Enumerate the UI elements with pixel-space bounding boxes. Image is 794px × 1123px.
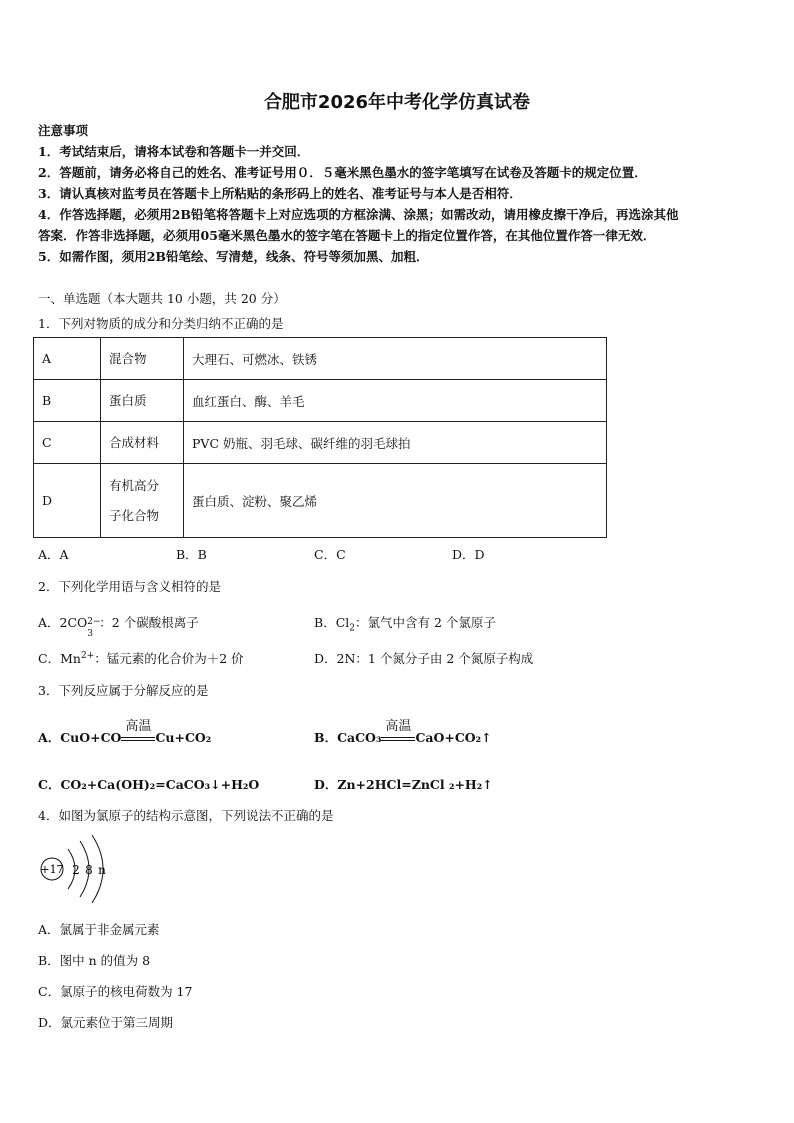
shell-3-electrons: n <box>98 863 106 877</box>
chem-formula: 2N <box>336 651 356 666</box>
category-line: 有机高分 <box>109 477 160 493</box>
row-category: 合成材料 <box>101 422 184 464</box>
question-3-stem: 3．下列反应属于分解反应的是 <box>38 683 209 698</box>
reactants: A．CuO+CO <box>38 730 122 745</box>
row-category: 蛋白质 <box>101 380 184 422</box>
question-1-table <box>33 337 607 538</box>
chem-formula: Mn <box>60 651 81 666</box>
notice-item: 2．答题前，请务必将自己的姓名、准考证号用０．５毫米黑色墨水的签字笔填写在试卷及答题卡的规定位置． <box>38 165 647 180</box>
formula-subscript: 3 <box>87 629 94 639</box>
option-d: D．氯元素位于第三周期 <box>38 1015 174 1030</box>
row-category: 混合物 <box>101 338 184 380</box>
option-d: D．Zn+2HCl=ZnCl ₂+H₂↑ <box>314 777 493 792</box>
charge-superscript: 2− <box>87 617 101 627</box>
option-a <box>38 613 199 639</box>
formula-subscript: 2 <box>349 623 355 634</box>
option-c <box>38 649 244 667</box>
option-label: D． <box>314 651 337 666</box>
row-key: B <box>34 380 101 422</box>
question-4-stem: 4．如图为氯原子的结构示意图，下列说法不正确的是 <box>38 808 334 823</box>
option-label: A． <box>38 615 60 630</box>
products: CaO+CO₂↑ <box>415 730 492 745</box>
chem-formula: 2CO <box>59 615 88 630</box>
option-c: C．氯原子的核电荷数为 17 <box>38 984 193 999</box>
shell-2-electrons: 8 <box>85 863 93 877</box>
reaction-condition: 高温 <box>125 718 152 734</box>
question-2-stem: 2．下列化学用语与含义相符的是 <box>38 579 221 594</box>
option-c: C．CO₂+Ca(OH)₂=CaCO₃↓+H₂O <box>38 777 260 792</box>
row-category <box>101 464 184 538</box>
chem-formula: Cl <box>335 615 350 630</box>
option-b <box>314 718 492 746</box>
row-items: 大理石、可燃冰、铁锈 <box>184 338 607 380</box>
products: Cu+CO₂ <box>155 730 212 745</box>
row-items: 血红蛋白、酶、羊毛 <box>184 380 607 422</box>
notice-heading: 注意事项 <box>38 123 89 138</box>
category-line: 子化合物 <box>109 507 160 523</box>
table-row <box>34 338 607 380</box>
shell-1-electrons: 2 <box>72 863 80 877</box>
option-label: B． <box>314 615 336 630</box>
reactants: B．CaCO₃ <box>314 730 382 745</box>
charge-superscript: 2+ <box>80 650 95 661</box>
option-a <box>38 718 212 746</box>
table-row <box>34 380 607 422</box>
option-b: B．图中 n 的值为 8 <box>38 953 151 968</box>
notice-item: 5．如需作图，须用2B铅笔绘、写清楚，线条、符号等须加黑、加粗． <box>38 249 429 264</box>
nucleus-charge: +17 <box>40 863 64 876</box>
row-key: C <box>34 422 101 464</box>
page-title: 合肥市2026年中考化学仿真试卷 <box>263 92 531 113</box>
option-b: B．B <box>176 547 207 562</box>
reaction-arrow <box>381 718 415 741</box>
section-heading: 一、单选题（本大题共 10 小题，共 20 分） <box>38 291 286 306</box>
option-b <box>314 613 496 634</box>
option-text: ：2 个碳酸根离子 <box>99 615 199 630</box>
table-row <box>34 464 607 538</box>
option-text: ：锰元素的化合价为＋2 价 <box>94 651 244 666</box>
option-d <box>314 649 533 667</box>
row-key: A <box>34 338 101 380</box>
reaction-condition: 高温 <box>385 718 412 734</box>
row-key: D <box>34 464 101 538</box>
row-items: PVC 奶瓶、羽毛球、碳纤维的羽毛球拍 <box>184 422 607 464</box>
notice-item: 1．考试结束后，请将本试卷和答题卡一并交回． <box>38 144 310 159</box>
reaction-arrow <box>121 718 155 741</box>
option-text: ：氯气中含有 2 个氯原子 <box>354 615 496 630</box>
notice-item: 答案．作答非选择题，必须用05毫米黑色墨水的签字笔在答题卡上的指定位置作答，在其他位置作答一律无效． <box>38 228 656 243</box>
option-a: A．A <box>38 547 69 562</box>
option-label: C． <box>38 651 61 666</box>
notice-item: 4．作答选择题，必须用2B铅笔将答题卡上对应选项的方框涂满、涂黑；如需改动，请用橡皮擦干净后，再选涂其他 <box>38 207 679 222</box>
option-c: C．C <box>314 547 346 562</box>
question-1-stem: 1．下列对物质的成分和分类归纳不正确的是 <box>38 316 284 331</box>
option-text: ：1 个氮分子由 2 个氮原子构成 <box>355 651 534 666</box>
chlorine-atom-diagram <box>38 835 128 905</box>
table-row <box>34 422 607 464</box>
notice-item: 3．请认真核对监考员在答题卡上所粘贴的条形码上的姓名、准考证号与本人是否相符． <box>38 186 522 201</box>
option-a: A．氯属于非金属元素 <box>38 922 160 937</box>
row-items: 蛋白质、淀粉、聚乙烯 <box>184 464 607 538</box>
option-d: D．D <box>452 547 485 562</box>
